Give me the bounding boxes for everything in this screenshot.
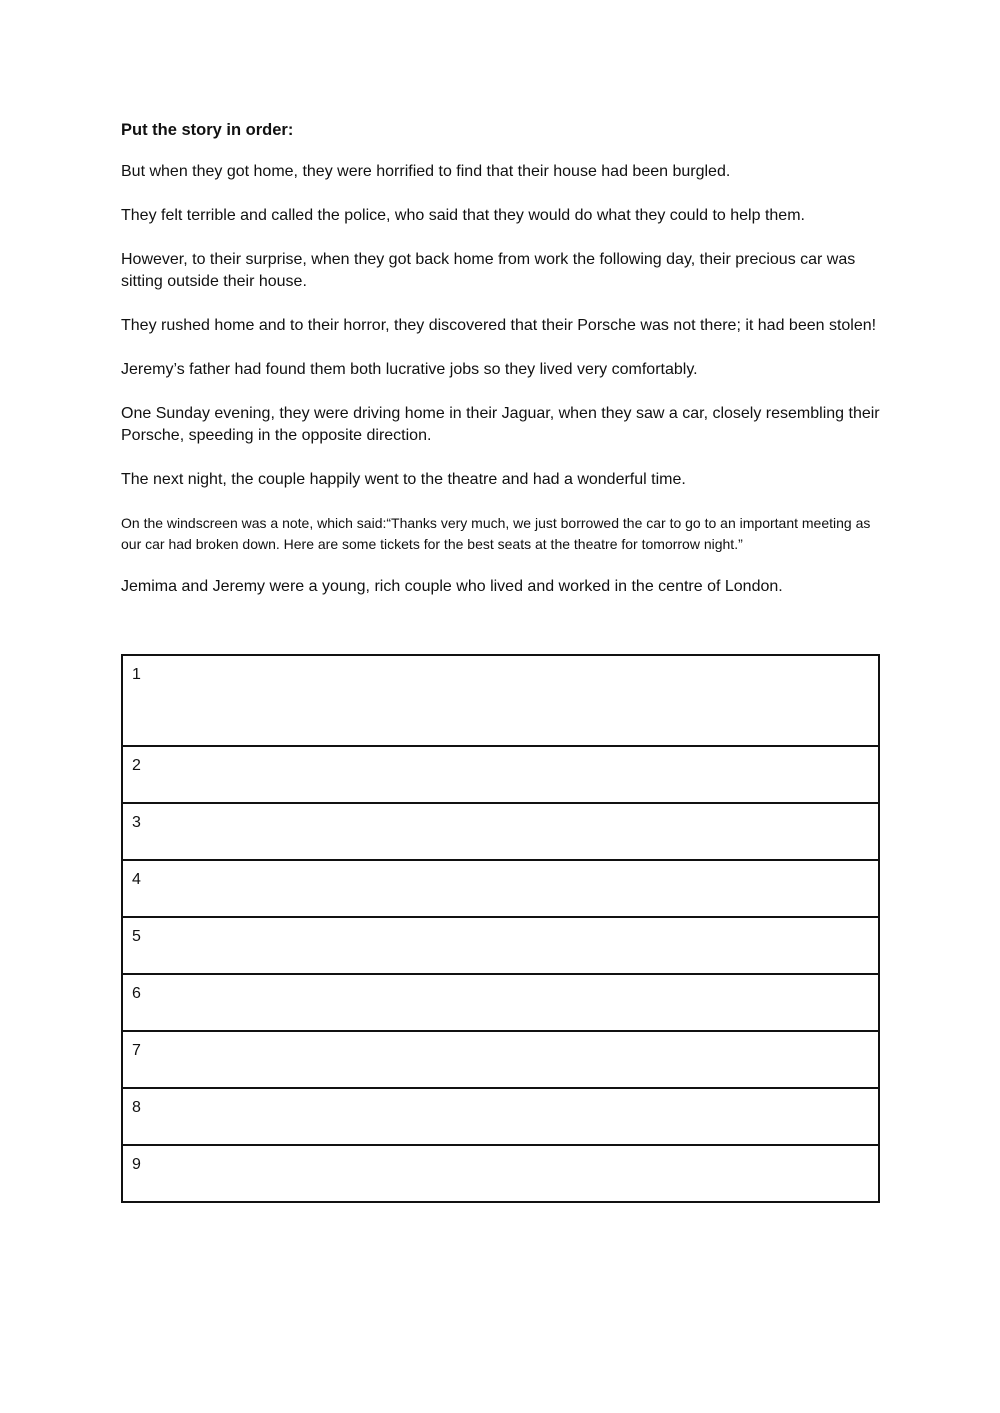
answer-cell[interactable] bbox=[122, 803, 879, 860]
answer-row bbox=[122, 860, 879, 917]
answer-cell[interactable] bbox=[122, 746, 879, 803]
answer-cell[interactable] bbox=[122, 1145, 879, 1202]
answer-row bbox=[122, 917, 879, 974]
answer-row bbox=[122, 746, 879, 803]
answer-cell[interactable] bbox=[122, 1031, 879, 1088]
row-number: 5 bbox=[132, 928, 141, 945]
story-sentence: On the windscreen was a note, which said:“Thanks very much, we just borrowed the car to go to an important meeting as our car had broken down. Here are some tickets for the best seats at the theatre for tomorrow night.” bbox=[121, 515, 871, 552]
answer-cell[interactable] bbox=[122, 917, 879, 974]
story-sentence: But when they got home, they were horrified to find that their house had been burgled. bbox=[121, 163, 731, 180]
answer-cell[interactable] bbox=[122, 1088, 879, 1145]
answer-table bbox=[121, 654, 880, 1203]
answer-cell[interactable] bbox=[122, 974, 879, 1031]
worksheet-title: Put the story in order: bbox=[121, 121, 294, 139]
answer-row bbox=[122, 1088, 879, 1145]
answer-row bbox=[122, 974, 879, 1031]
story-sentence: The next night, the couple happily went to the theatre and had a wonderful time. bbox=[121, 471, 686, 488]
answer-row bbox=[122, 803, 879, 860]
worksheet bbox=[121, 118, 881, 620]
row-number: 7 bbox=[132, 1042, 141, 1059]
answer-row bbox=[122, 655, 879, 746]
answer-row bbox=[122, 1145, 879, 1202]
row-number: 8 bbox=[132, 1099, 141, 1116]
row-number: 2 bbox=[132, 757, 141, 774]
story-sentence: However, to their surprise, when they got back home from work the following day, their precious car was sitting outside their house. bbox=[121, 251, 856, 290]
row-number: 6 bbox=[132, 985, 141, 1002]
row-number: 4 bbox=[132, 871, 141, 888]
row-number: 9 bbox=[132, 1156, 141, 1173]
story-sentence: They rushed home and to their horror, they discovered that their Porsche was not there; it had been stolen! bbox=[121, 317, 877, 334]
story-sentence: One Sunday evening, they were driving home in their Jaguar, when they saw a car, closely resembling their Porsche, speeding in the opposite direction. bbox=[121, 405, 880, 444]
answer-cell[interactable] bbox=[122, 860, 879, 917]
row-number: 3 bbox=[132, 814, 141, 831]
answer-cell[interactable] bbox=[122, 655, 879, 746]
story-sentence: Jemima and Jeremy were a young, rich couple who lived and worked in the centre of London. bbox=[121, 578, 783, 595]
row-number: 1 bbox=[132, 666, 141, 683]
story-sentence: They felt terrible and called the police, who said that they would do what they could to help them. bbox=[121, 207, 805, 224]
story-sentence: Jeremy’s father had found them both lucrative jobs so they lived very comfortably. bbox=[121, 361, 698, 378]
answer-row bbox=[122, 1031, 879, 1088]
